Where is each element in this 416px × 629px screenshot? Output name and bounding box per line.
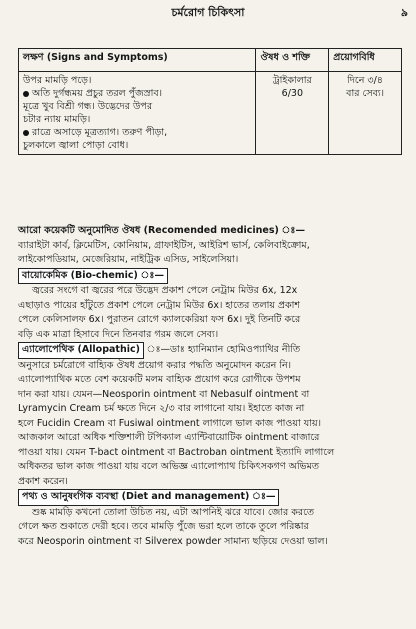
- paragraph-line: Lyramycin Cream চর্ম ক্ষতে দিনে ২/৩ বার লাগানো যায়। ইহাতে কাজ না: [18, 403, 305, 414]
- paragraph-line: লাইকোপডিয়াম, মেজেরিয়াম, নাইট্রিক এসিড, সাইলেসিয়া।: [18, 254, 239, 265]
- table-header-row: [19, 49, 402, 72]
- paragraph-line: পাওয়া যায়। যেমন T-bact ointment বা Bactroban ointment ইত্যাদি লাগালে: [18, 446, 335, 458]
- symptom-line: অতি দুর্গন্ধময় প্রচুর তরল পুঁজস্রাব।: [23, 87, 251, 100]
- bullet-icon: [23, 130, 29, 136]
- page-header: [0, 4, 416, 24]
- medicine-potency: 6/30: [281, 88, 303, 99]
- col-header-dosage: প্রয়োগবিধি: [329, 49, 402, 72]
- symptom-line: মূত্রে খুব বিশ্রী গন্ধ। উদ্ভেদের উপর: [23, 101, 153, 112]
- symptom-line: চুলকালে জ্বালা পোড়া বোধ।: [23, 140, 129, 151]
- paragraph-line: জ্বরের সংগে বা জ্বরের পরে উদ্ভেদ প্রকাশ পেলে নেট্রাম মিউর 6x, 12x: [32, 285, 298, 296]
- dosage-line: বার সেব্য।: [346, 88, 385, 99]
- dosage-line: দিনে ৩/৪: [347, 75, 383, 86]
- dosage-cell: [329, 72, 402, 155]
- symptom-line: চটার ন্যায় মামড়ি।: [23, 114, 91, 125]
- page-number: ৯: [400, 6, 408, 19]
- paragraph-line: প্রকাশ করেন।: [18, 475, 68, 487]
- bullet-icon: [23, 91, 29, 97]
- paragraph-line: অনুসারে চর্মরোগে বাহ্যিক ঔষধ প্রয়োগ করার পদ্ধতি অনুমোদন করেন নি।: [18, 359, 292, 371]
- col-header-symptoms: লক্ষণ (Signs and Symptoms): [19, 49, 256, 72]
- medicine-cell: [256, 72, 329, 155]
- paragraph-line: গেলে ক্ষত শুকাতে দেরী হবে। তবে মামড়ি পুঁজে ভরা হলে তাকে তুলে পরিষ্কার: [18, 521, 309, 532]
- paragraph-line: শুষ্ক মামড়ি কখনো তোলা উচিত নয়, এটা আপনিই ঝরে যাবে। জোর করতে: [32, 506, 315, 518]
- paragraph-line: ব্যারাইটা কার্ব, ক্লিমেটিস, কোনিয়াম, গ্রাফাইটিস, আইরিশ ভার্স, কেলিবাইক্রোম,: [18, 239, 310, 251]
- symptom-line: উপর মামড়ি পড়ে।: [23, 75, 92, 86]
- paragraph-line: হলে Fucidin Cream বা Fusiwal ointment লাগালে ভাল কাজ পাওয়া যায়।: [18, 417, 322, 429]
- paragraph-line: বড়ি এক মাত্রা হিসাবে দিনে তিনবার গরম জলে সেব্য।: [18, 328, 219, 340]
- page-title: চর্মরোগ চিকিৎসা: [171, 6, 245, 19]
- medicine-name: ট্রাইকালার: [272, 75, 312, 86]
- paragraph-line: অধিকতর ভাল কাজ পাওয়া যায় বলে অভিজ্ঞ এ্যালোপ্যাথ চিকিৎসকগণ অভিমত: [18, 461, 320, 472]
- table-row: [19, 72, 402, 155]
- page-body: [18, 224, 402, 549]
- paragraph-line: এ্যালোপ্যাথিক মতে বেশ কয়েকটি মলম বাহ্যিক প্রয়োগ করে রোগীকে উপশম: [18, 374, 301, 385]
- col-header-medicine: ঔষধ ও শক্তি: [256, 49, 329, 72]
- section-heading-allopathic: এ্যালোপেথিক (Allopathic) ঃ—ডাঃ হ্যানিম্যান হোমিওপ্যাথির নীতি: [18, 342, 402, 359]
- paragraph-line: পেলে কেলিসালফ 6x। পুরাতন রোগে ক্যালকেরিয়া ফস 6x। দুই তিনটি করে: [18, 314, 301, 325]
- section-heading-biochemic: বায়োকেমিক (Bio-chemic) ঃ—: [18, 268, 402, 285]
- symptoms-cell: [19, 72, 256, 155]
- symptoms-table: [18, 48, 402, 155]
- paragraph-line: আজকাল আরো অধিক শক্তিশালী টপিক্যাল এ্যান্টিবায়োটিক ointment বাজারে: [18, 432, 320, 443]
- section-heading-diet: পথ্য ও আনুষংগিক ব্যবস্থা (Diet and management) ঃ—: [18, 489, 402, 506]
- paragraph-line: করে Neosporin ointment বা Silverex powder সামান্য ছড়িয়ে দেওয়া ভাল।: [18, 535, 328, 547]
- section-heading-recommended: আরো কয়েকটি অনুমোদিত ঔষধ (Recomended medicines) ঃ—: [18, 225, 305, 236]
- symptom-line: রাত্রে অসাড়ে মূত্রত্যাগ। তরুণ পীড়া,: [23, 126, 251, 139]
- paragraph-line: এছাড়াও পায়ের হাঁটুতে প্রকাশ পেলে নেট্রাম মিউর 6x। হাতের তলায় প্রকাশ: [18, 299, 301, 311]
- paragraph-line: দান করা যায়। যেমন—Neosporin ointment বা Nebasulf ointment বা: [18, 388, 310, 400]
